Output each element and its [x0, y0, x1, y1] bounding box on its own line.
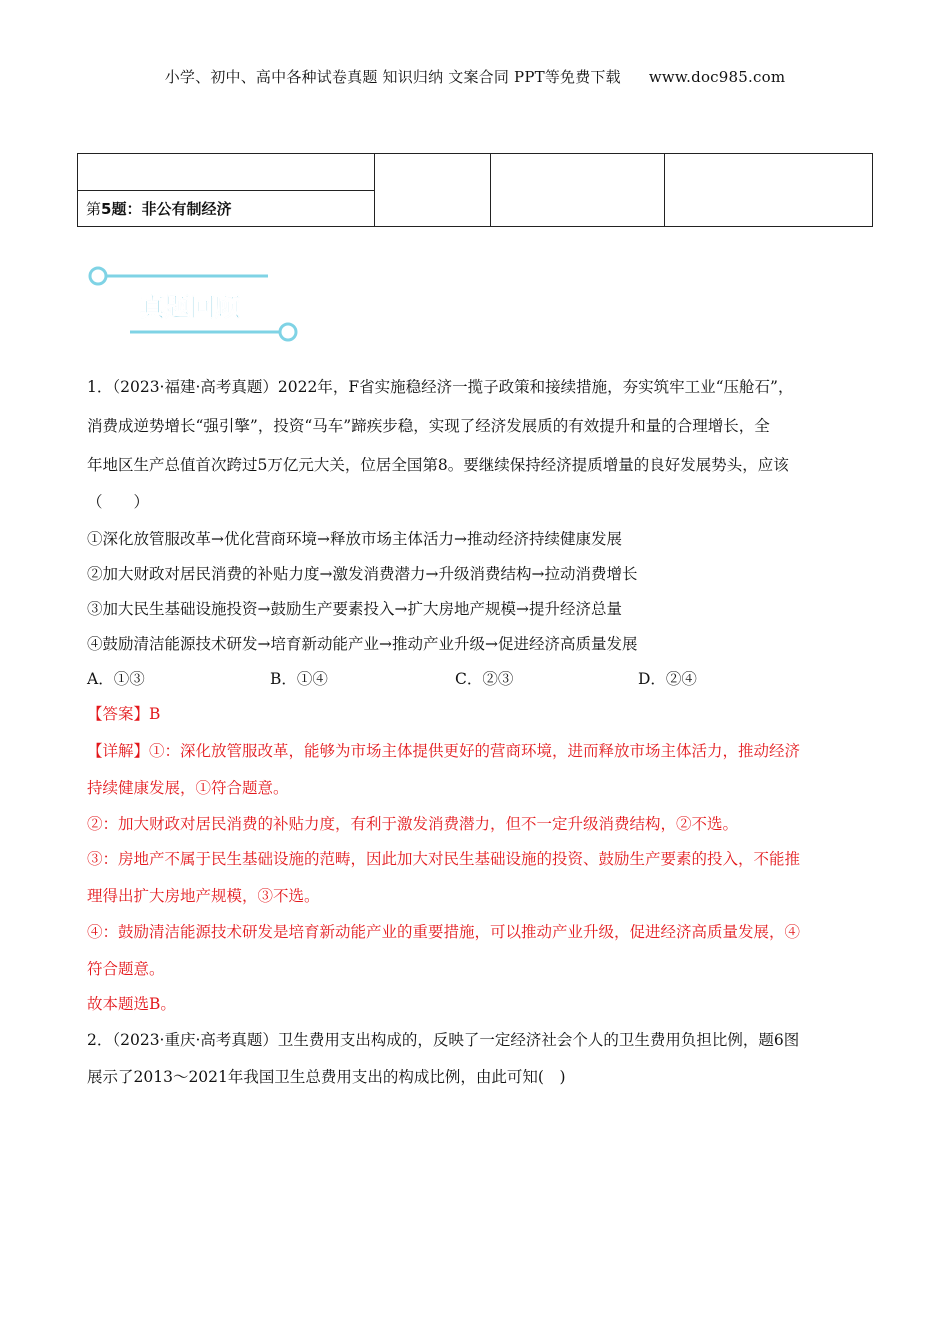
q1-detail-line3: ②：加大财政对居民消费的补贴力度，有利于激发消费潜力，但不一定升级消费结构，②不选。	[87, 815, 739, 833]
topic-table	[77, 153, 873, 227]
q1-detail-line6: ④：鼓励清洁能源技术研发是培育新动能产业的重要措施，可以推动产业升级，促进经济高质量发展，④	[87, 923, 801, 941]
header-url[interactable]: www.doc985.com	[648, 68, 786, 86]
q1-stem-line4: （ ）	[87, 493, 150, 511]
q1-detail-line2: 持续健康发展，①符合题意。	[87, 779, 289, 797]
page-header	[0, 66, 950, 87]
answer-value: B	[149, 705, 161, 723]
topic-title: 第5题：非公有制经济	[78, 191, 375, 227]
table-cell-empty	[78, 154, 375, 191]
q1-detail-line8: 故本题选B。	[87, 995, 176, 1013]
q1-detail-line5: 理得出扩大房地产规模，③不选。	[87, 887, 320, 905]
q2-stem-line1: 2．（2023·重庆·高考真题）卫生费用支出构成的，反映了一定经济社会个人的卫生费用负担比例，题6图	[87, 1031, 800, 1049]
q1-option-a: A．①③	[87, 670, 145, 688]
q1-answer	[87, 702, 160, 724]
q1-item-3: ③加大民生基础设施投资→鼓励生产要素投入→扩大房地产规模→提升经济总量	[87, 600, 622, 618]
table-cell	[665, 154, 873, 227]
q1-option-b: B．①④	[270, 670, 328, 688]
section-banner	[86, 262, 304, 350]
q1-option-d: D．②④	[638, 670, 697, 688]
q1-item-1: ①深化放管服改革→优化营商环境→释放市场主体活力→推动经济持续健康发展	[87, 530, 622, 548]
q1-stem-line2: 消费成逆势增长“强引擎”，投资“马车”蹄疾步稳，实现了经济发展质的有效提升和量的合理增长，全	[87, 417, 770, 435]
table-cell	[375, 154, 491, 227]
q1-detail-line7: 符合题意。	[87, 960, 165, 978]
q2-stem-line2: 展示了2013～2021年我国卫生总费用支出的构成比例，由此可知( )	[87, 1068, 566, 1086]
q1-detail-line4: ③：房地产不属于民生基础设施的范畴，因此加大对民生基础设施的投资、鼓励生产要素的投入，不能推	[87, 850, 801, 868]
q1-option-c: C．②③	[455, 670, 514, 688]
q1-item-4: ④鼓励清洁能源技术研发→培育新动能产业→推动产业升级→促进经济高质量发展	[87, 635, 638, 653]
q1-stem-line3: 年地区生产总值首次跨过5万亿元大关，位居全国第8。要继续保持经济提质增量的良好发展势头，应该	[87, 456, 789, 474]
detail-label: 【详解】	[87, 742, 150, 760]
answer-label: 【答案】	[87, 705, 150, 723]
table-cell	[491, 154, 665, 227]
banner-graphic	[86, 262, 304, 350]
q1-item-2: ②加大财政对居民消费的补贴力度→激发消费潜力→升级消费结构→拉动消费增长	[87, 565, 638, 583]
q1-stem-line1: 1．（2023·福建·高考真题）2022年，F省实施稳经济一揽子政策和接续措施，夯实筑牢工业“压舱石”，	[87, 378, 794, 396]
header-text: 小学、初中、高中各种试卷真题 知识归纳 文案合同 PPT等免费下载	[164, 68, 621, 86]
banner-title: 真题回顾	[140, 293, 241, 322]
q1-detail-line1: 【详解】①：深化放管服改革，能够为市场主体提供更好的营商环境，进而释放市场主体活力，推动经济	[87, 742, 801, 760]
